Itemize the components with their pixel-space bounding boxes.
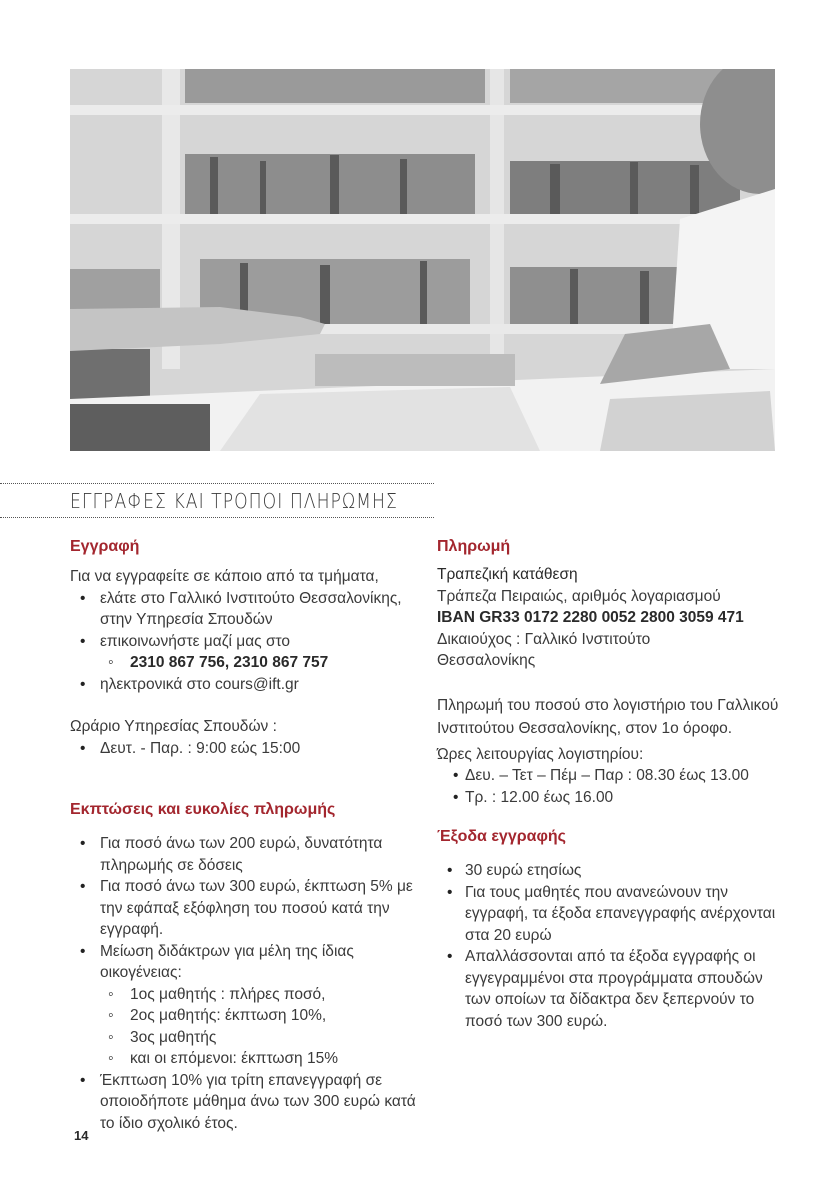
list-item: ◦ 2ος μαθητής: έκπτωση 10%, — [70, 1005, 420, 1027]
list-item: • επικοινωνήστε μαζί μας στο ◦ 2310 867 756, 2310 867 757 — [70, 631, 420, 674]
list-item: • Έκπτωση 10% για τρίτη επανεγγραφή σε οποιοδήποτε μάθημα άνω των 300 ευρώ κατά το ίδιο σχολικό έτος. — [70, 1070, 420, 1135]
registration-intro: Για να εγγραφείτε σε κάποιο από τα τμήματα, — [70, 568, 379, 585]
section-rule-top — [0, 483, 434, 484]
list-item: • Για ποσό άνω των 300 ευρώ, έκπτωση 5% με την εφάπαξ εξόφληση του ποσού κατά την εγγραφή. — [70, 876, 420, 941]
list-item: • Για τους μαθητές που ανανεώνουν την εγγραφή, τα έξοδα επανεγγραφής ανέρχονται στα 20 ευρώ — [437, 882, 782, 947]
iban: IBAN GR33 0172 2280 0052 2800 3059 471 — [437, 609, 744, 626]
family-list — [70, 984, 420, 1070]
hours-list — [70, 738, 420, 760]
list-item: • Δευτ. - Παρ. : 9:00 εώς 15:00 — [70, 738, 420, 760]
registration-heading: Εγγραφή — [70, 538, 140, 555]
list-item: ◦ 1ος μαθητής : πλήρες ποσό, — [70, 984, 420, 1006]
list-item: • ελάτε στο Γαλλικό Ινστιτούτο Θεσσαλονίκης, στην Υπηρεσία Σπουδών — [70, 588, 420, 631]
list-item: ◦ και οι επόμενοι: έκπτωση 15% — [70, 1048, 420, 1070]
discounts-list — [70, 833, 420, 1134]
page-number: 14 — [74, 1128, 89, 1143]
payment-subheading: Τραπεζική κατάθεση — [437, 566, 578, 583]
office-text: Πληρωμή του ποσού στο λογιστήριο του Γαλλικού Ινστιτούτου Θεσσαλονίκης, στον 1ο όροφο. — [437, 696, 779, 737]
section-rule-bottom — [0, 517, 434, 518]
list-item: • 30 ευρώ ετησίως — [437, 860, 782, 882]
list-item: ◦ 3ος μαθητής — [70, 1027, 420, 1049]
discounts-heading: Εκπτώσεις και ευκολίες πληρωμής — [70, 801, 336, 818]
phone-numbers: ◦ 2310 867 756, 2310 867 757 — [70, 652, 420, 674]
office-hours-label: Ώρες λειτουργίας λογιστηρίου: — [437, 745, 644, 763]
bank-line: Τράπεζα Πειραιώς, αριθμός λογαριασμού — [437, 587, 721, 605]
section-title: ΕΓΓΡΑΦΕΣ ΚΑΙ ΤΡΟΠΟΙ ΠΛΗΡΩΜΗΣ — [70, 489, 398, 513]
left-column — [70, 536, 420, 1134]
list-item: • Μείωση διδάκτρων για μέλη της ίδιας οικογένειας: ◦ 1ος μαθητής : πλήρες ποσό, ◦ 2ος μαθητής: έκπτωση 10%, ◦ 3ος μαθητής ◦ και οι επόμενοι: έκπτωση 15% — [70, 941, 420, 1070]
fees-list — [437, 860, 782, 1032]
list-item: • Τρ. : 12.00 έως 16.00 — [437, 787, 782, 809]
office-hours-list — [437, 765, 782, 808]
library-photo-icon — [70, 69, 775, 451]
phone-list — [70, 652, 420, 674]
fees-heading: Έξοδα εγγραφής — [437, 828, 566, 845]
beneficiary: Δικαιούχος : Γαλλικό Ινστιτούτο Θεσσαλονίκης — [437, 630, 651, 669]
list-item: • Δευ. – Τετ – Πέμ – Παρ : 08.30 έως 13.00 — [437, 765, 782, 787]
header-photo — [70, 69, 775, 451]
payment-heading: Πληρωμή — [437, 538, 511, 555]
hours-label: Ωράριο Υπηρεσίας Σπουδών : — [70, 718, 277, 735]
list-item: • Απαλλάσσονται από τα έξοδα εγγραφής οι εγγεγραμμένοι στα προγράμματα σπουδών των οποίων τα δίδακτρα δεν ξεπερνούν το ποσό των 300 ευρώ. — [437, 946, 782, 1032]
list-item: • Για ποσό άνω των 200 ευρώ, δυνατότητα πληρωμής σε δόσεις — [70, 833, 420, 876]
list-item: • ηλεκτρονικά στο cours@ift.gr — [70, 674, 420, 696]
registration-list — [70, 588, 420, 696]
right-column — [437, 536, 782, 1032]
